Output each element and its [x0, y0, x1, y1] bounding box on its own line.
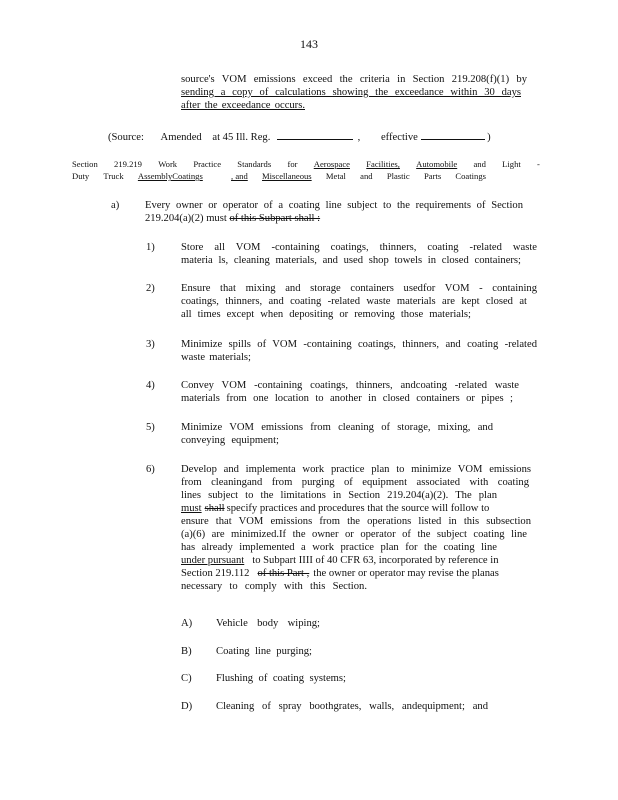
sub-item-d-marker: D) [181, 701, 193, 712]
intro-line-3: after the exceedance occurs. [181, 100, 305, 111]
source-effective-blank [421, 129, 485, 140]
source-effective: effective [380, 132, 418, 143]
item-2-text: Ensure that mixing and storage containers usedfor VOM - containing coatings, thinners, and coating -related waste materials are kept closed at all times except when depositing or removing those materials; [181, 283, 537, 320]
item-5-text: Minimize VOM emissions from cleaning of storage, mixing, and conveying equipment; [181, 422, 493, 446]
item-a-marker: a) [111, 200, 120, 211]
intro-line-1: source's VOM emissions exceed the criteria in Section 219.208(f)(1) by [181, 74, 527, 85]
item-1-marker: 1) [146, 242, 155, 253]
source-reg-blank [277, 129, 353, 140]
item-a-line-1: Every owner or operator of a coating line subject to the requirements of Section [145, 200, 523, 211]
sub-item-b-text: Coating line purging; [216, 646, 312, 657]
intro-paragraph [181, 73, 527, 112]
sub-item-d-text: Cleaning of spray boothgrates, walls, andequipment; and [216, 701, 488, 712]
item-4-marker: 4) [146, 380, 155, 391]
item-3-text: Minimize spills of VOM -containing coatings, thinners, and coating -related waste materials; [181, 339, 537, 363]
section-header-line-1: Section 219.219 Work Practice Standards for Aerospace Facilities, Automobile and Light - [72, 159, 540, 169]
sub-item-c-marker: C) [181, 673, 192, 684]
sub-item-c-text: Flushing of coating systems; [216, 673, 346, 684]
item-4-text: Convey VOM -containing coatings, thinners, andcoating -related waste materials from one location to another in closed containers or pipes ; [181, 380, 519, 404]
source-at: at 45 Ill. Reg. [212, 132, 271, 143]
item-6-marker: 6) [146, 464, 155, 475]
section-header [72, 158, 540, 182]
item-1-text: Store all VOM -containing coatings, thinners, coating -related waste materia ls, cleaning materials, and used shop towels in closed containers; [181, 242, 537, 266]
sub-item-a-text: Vehicle body wiping; [216, 618, 320, 629]
page-number: 143 [300, 37, 318, 51]
item-2-marker: 2) [146, 283, 155, 294]
source-close: ) [487, 132, 491, 143]
item-a-line-2: 219.204(a)(2) must of this Subpart shall : [145, 213, 321, 224]
section-header-line-2: Duty Truck AssemblyCoatings , and Miscellaneous Metal and Plastic Parts Coatings [72, 171, 486, 181]
item-3-marker: 3) [146, 339, 155, 350]
source-note: (Source: Amended at 45 Ill. Reg. , effective ) [108, 129, 491, 144]
sub-item-a-marker: A) [181, 618, 193, 629]
item-a-text [145, 199, 523, 225]
source-amended: Amended [160, 132, 202, 143]
item-6-text: Develop and implementa work practice plan to minimize VOM emissions from cleaningand from purging of equipment associated with coating lines subject to the limitations in Section 219.204(a)(2). The plan must shall specify practices and procedures that the source will follow to ensure that VOM emissions from the operations listed in this subsection (a)(6) are minimized.If the owner or operator of the subject coating line has already implemented a work practice plan for the coating line under pursuant to Subpart IIII of 40 CFR 63, incorporated by reference in Section 219.112 of this Part , the owner or operator may revise the planas necessary to comply with this Section. [181, 464, 531, 592]
source-open: (Source: [108, 132, 144, 143]
intro-line-2: sending a copy of calculations showing the exceedance within 30 days [181, 87, 521, 98]
item-5-marker: 5) [146, 422, 155, 433]
sub-item-b-marker: B) [181, 646, 192, 657]
